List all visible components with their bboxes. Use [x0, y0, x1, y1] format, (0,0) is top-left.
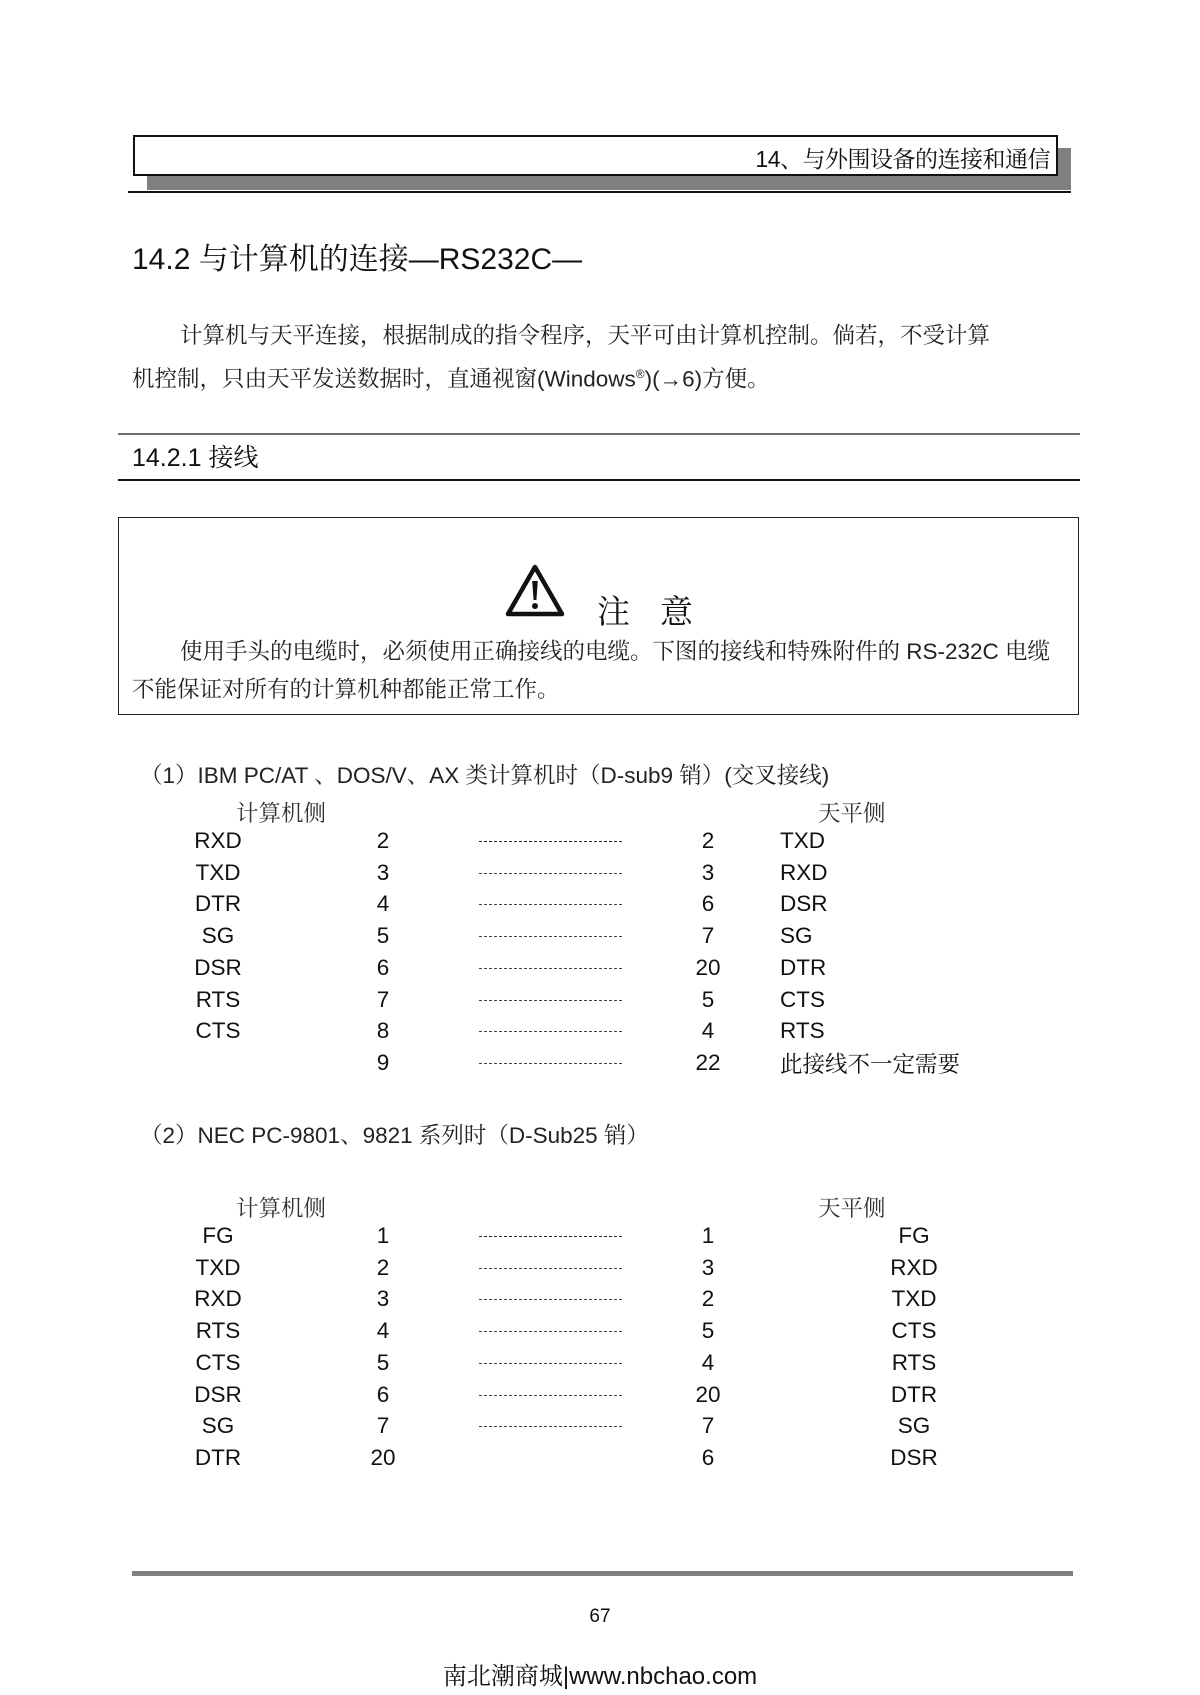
caution-text — [132, 633, 1072, 709]
caution-box — [118, 517, 1079, 715]
wire-line — [479, 936, 622, 937]
site-watermark: 南北潮商城|www.nbchao.com — [442, 1663, 758, 1690]
balance-signal: RTS — [780, 1018, 825, 1044]
balance-signal: DTR — [780, 954, 827, 980]
wire-line — [479, 904, 622, 905]
table2-balance-header: 天平侧 — [818, 1196, 886, 1221]
wire-line — [479, 1236, 622, 1237]
pc-pin: 5 — [376, 923, 390, 949]
pc-signal: CTS — [195, 1018, 241, 1044]
balance-signal: DSR — [780, 891, 828, 917]
subsection-rule-top — [118, 433, 1080, 435]
table2-pc-header: 计算机侧 — [236, 1196, 327, 1221]
chapter-title: 14、与外围设备的连接和通信 — [755, 146, 1050, 172]
pc-pin: 6 — [376, 1381, 390, 1407]
wire-line — [479, 968, 622, 969]
balance-pin: 1 — [701, 1223, 715, 1248]
balance-signal: TXD — [891, 1286, 937, 1312]
warning-triangle-icon — [505, 564, 565, 618]
table1-balance-header: 天平侧 — [818, 801, 886, 826]
balance-signal: RXD — [890, 1254, 938, 1280]
wire-line — [479, 1395, 622, 1396]
balance-signal: DTR — [890, 1381, 938, 1407]
pc-pin: 4 — [376, 1318, 390, 1344]
table2-title: （2）NEC PC-9801、9821 系列时（D-Sub25 销） — [140, 1123, 649, 1148]
pc-pin: 9 — [376, 1049, 390, 1075]
pc-pin: 2 — [376, 1254, 390, 1280]
balance-signal: RXD — [780, 859, 828, 885]
balance-pin: 5 — [701, 986, 715, 1012]
pc-signal: RXD — [194, 1286, 242, 1312]
pc-signal: SG — [201, 923, 235, 949]
pc-pin: 7 — [376, 1413, 390, 1439]
intro-paragraph — [132, 316, 1078, 399]
pc-pin: 1 — [376, 1223, 390, 1248]
pc-signal: CTS — [195, 1349, 241, 1375]
balance-signal: SG — [897, 1413, 931, 1439]
balance-signal: 此接线不一定需要 — [780, 1051, 961, 1077]
balance-pin: 5 — [701, 1318, 715, 1344]
wire-line — [479, 841, 622, 842]
wire-line — [479, 1426, 622, 1427]
pc-pin: 2 — [376, 828, 390, 853]
header-rule — [128, 191, 1071, 193]
caution-text-content: 使用手头的电缆时，必须使用正确接线的电缆。下图的接线和特殊附件的 RS-232C 电缆不能保证对所有的计算机种都能正常工作。 — [132, 639, 1051, 702]
pc-signal: RTS — [195, 986, 241, 1012]
balance-signal: FG — [898, 1223, 930, 1248]
wire-line — [479, 1268, 622, 1269]
balance-pin: 6 — [701, 891, 715, 917]
table1-pc-header: 计算机侧 — [236, 801, 327, 826]
pc-signal: RTS — [195, 1318, 241, 1344]
running-header — [133, 135, 1058, 176]
pc-signal: DTR — [194, 1444, 242, 1470]
balance-pin: 2 — [701, 828, 715, 853]
balance-pin: 2 — [701, 1286, 715, 1312]
pc-signal: RXD — [194, 828, 242, 853]
footer-bar — [132, 1571, 1073, 1576]
pc-signal: DSR — [194, 1381, 242, 1407]
pc-signal: DTR — [194, 891, 242, 917]
balance-pin: 7 — [701, 923, 715, 949]
intro-line-1: 计算机与天平连接，根据制成的指令程序，天平可由计算机控制。倘若，不受计算 — [180, 323, 991, 348]
subsection-title: 14.2.1 接线 — [132, 444, 259, 472]
balance-signal: RTS — [891, 1349, 937, 1375]
pc-pin: 20 — [370, 1444, 396, 1470]
wire-line — [479, 873, 622, 874]
balance-pin: 6 — [701, 1444, 715, 1470]
pc-pin: 8 — [376, 1018, 390, 1044]
balance-pin: 3 — [701, 1254, 715, 1280]
balance-pin: 4 — [701, 1349, 715, 1375]
page-number: 67 — [589, 1606, 611, 1627]
pc-pin: 3 — [376, 859, 390, 885]
balance-signal: CTS — [891, 1318, 937, 1344]
balance-signal: TXD — [780, 828, 825, 853]
balance-pin: 22 — [695, 1049, 721, 1075]
balance-pin: 4 — [701, 1018, 715, 1044]
table1-title: （1）IBM PC/AT 、DOS/V、AX 类计算机时（D-sub9 销）(交叉接线) — [140, 763, 830, 788]
wire-line — [479, 1299, 622, 1300]
balance-pin: 20 — [695, 1381, 721, 1407]
pc-pin: 3 — [376, 1286, 390, 1312]
balance-signal: DSR — [890, 1444, 938, 1470]
wire-line — [479, 1063, 622, 1064]
intro-line-2-post: )(→6)方便。 — [644, 366, 770, 392]
wire-line — [479, 1331, 622, 1332]
pc-signal: TXD — [195, 1254, 241, 1280]
pc-pin: 7 — [376, 986, 390, 1012]
balance-signal: CTS — [780, 986, 825, 1012]
pc-pin: 6 — [376, 954, 390, 980]
pc-signal: TXD — [195, 859, 241, 885]
balance-pin: 3 — [701, 859, 715, 885]
pc-pin: 4 — [376, 891, 390, 917]
pc-signal: DSR — [194, 954, 242, 980]
balance-signal: SG — [780, 923, 813, 949]
pc-pin: 5 — [376, 1349, 390, 1375]
balance-pin: 7 — [701, 1413, 715, 1439]
intro-line-2-pre: 机控制，只由天平发送数据时，直通视窗(Windows — [132, 366, 636, 392]
balance-pin: 20 — [695, 954, 721, 980]
wire-line — [479, 1031, 622, 1032]
pc-signal: SG — [201, 1413, 235, 1439]
pc-signal: FG — [202, 1223, 234, 1248]
registered-mark: ® — [635, 367, 645, 381]
caution-title: 注意 — [597, 593, 723, 630]
wire-line — [479, 1000, 622, 1001]
section-title: 14.2 与计算机的连接—RS232C— — [132, 243, 583, 276]
wire-line — [479, 1363, 622, 1364]
subsection-rule-bottom — [118, 479, 1080, 481]
